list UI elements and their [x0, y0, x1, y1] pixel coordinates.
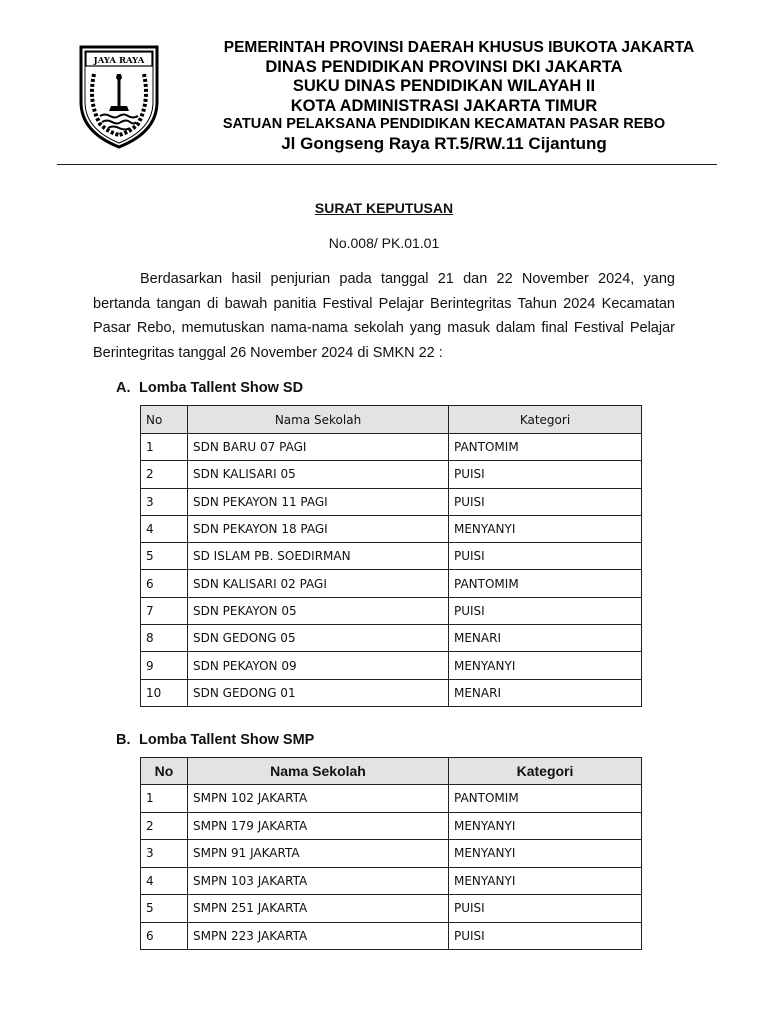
cell-nama-sekolah: SMPN 251 JAKARTA	[188, 895, 449, 923]
cell-no: 3	[141, 840, 188, 868]
cell-no: 4	[141, 515, 188, 542]
cell-no: 3	[141, 488, 188, 515]
cell-kategori: MENARI	[449, 625, 642, 652]
cell-nama-sekolah: SDN GEDONG 05	[188, 625, 449, 652]
section-b-heading	[116, 732, 314, 748]
cell-no: 2	[141, 461, 188, 488]
cell-no: 8	[141, 625, 188, 652]
cell-kategori: MENARI	[449, 679, 642, 706]
document-paragraph: Berdasarkan hasil penjurian pada tanggal 21 dan 22 November 2024, yang bertanda tangan di bawah panitia Festival Pelajar Berintegritas Tahun 2024 Kecamatan Pasar Rebo, memutuskan nama-nama sekolah yang masuk dalam final Festival Pelajar Berintegritas tanggal 26 November 2024 di SMKN 22 :	[93, 271, 675, 361]
cell-nama-sekolah: SDN PEKAYON 18 PAGI	[188, 515, 449, 542]
table-row	[141, 597, 642, 624]
column-header-no: No	[141, 406, 188, 434]
cell-kategori: PUISI	[449, 461, 642, 488]
cell-nama-sekolah: SDN BARU 07 PAGI	[188, 434, 449, 461]
table-header-row	[141, 406, 642, 434]
table-row	[141, 652, 642, 679]
cell-kategori: PUISI	[449, 895, 642, 923]
table-row	[141, 785, 642, 813]
cell-nama-sekolah: SMPN 223 JAKARTA	[188, 922, 449, 950]
cell-nama-sekolah: SDN GEDONG 01	[188, 679, 449, 706]
cell-nama-sekolah: SMPN 102 JAKARTA	[188, 785, 449, 813]
table-row	[141, 488, 642, 515]
cell-no: 4	[141, 867, 188, 895]
section-a-title: Lomba Tallent Show SD	[139, 380, 304, 396]
cell-kategori: PUISI	[449, 597, 642, 624]
header-divider	[57, 164, 717, 165]
cell-kategori: MENYANYI	[449, 840, 642, 868]
table-row	[141, 840, 642, 868]
table-row	[141, 867, 642, 895]
cell-kategori: MENYANYI	[449, 652, 642, 679]
table-row	[141, 922, 642, 950]
cell-no: 2	[141, 812, 188, 840]
cell-no: 10	[141, 679, 188, 706]
letterhead-government: PEMERINTAH PROVINSI DAERAH KHUSUS IBUKOTA JAKARTA	[223, 39, 695, 56]
section-a-heading	[116, 380, 303, 396]
table-row	[141, 461, 642, 488]
column-header-kategori: Kategori	[449, 758, 642, 785]
table-row	[141, 895, 642, 923]
table-row	[141, 570, 642, 597]
cell-nama-sekolah: SD ISLAM PB. SOEDIRMAN	[188, 543, 449, 570]
column-header-no: No	[141, 758, 188, 785]
column-header-nama-sekolah: Nama Sekolah	[188, 406, 449, 434]
cell-nama-sekolah: SMPN 91 JAKARTA	[188, 840, 449, 868]
cell-kategori: PUISI	[449, 922, 642, 950]
jakarta-emblem-logo	[78, 44, 160, 150]
cell-kategori: MENYANYI	[449, 867, 642, 895]
section-a-letter: A.	[116, 380, 131, 396]
cell-no: 6	[141, 922, 188, 950]
cell-kategori: PUISI	[449, 543, 642, 570]
cell-no: 1	[141, 434, 188, 461]
table-row	[141, 812, 642, 840]
cell-no: 7	[141, 597, 188, 624]
cell-nama-sekolah: SMPN 179 JAKARTA	[188, 812, 449, 840]
cell-kategori: MENYANYI	[449, 515, 642, 542]
logo-motto: JAYA RAYA	[93, 56, 145, 66]
column-header-kategori: Kategori	[449, 406, 642, 434]
cell-kategori: MENYANYI	[449, 812, 642, 840]
document-number: No.008/ PK.01.01	[328, 235, 440, 251]
letterhead-department: DINAS PENDIDIKAN PROVINSI DKI JAKARTA	[265, 57, 623, 76]
table-header-row	[141, 758, 642, 785]
table-row	[141, 679, 642, 706]
document-title: SURAT KEPUTUSAN	[314, 200, 454, 216]
table-row	[141, 434, 642, 461]
letterhead-address: Jl Gongseng Raya RT.5/RW.11 Cijantung	[281, 133, 607, 153]
cell-nama-sekolah: SDN KALISARI 02 PAGI	[188, 570, 449, 597]
cell-nama-sekolah: SDN PEKAYON 05	[188, 597, 449, 624]
section-b-letter: B.	[116, 732, 131, 748]
smp-finalists-table	[140, 757, 642, 950]
table-row	[141, 543, 642, 570]
cell-no: 9	[141, 652, 188, 679]
sd-finalists-table	[140, 405, 642, 707]
column-header-nama-sekolah: Nama Sekolah	[188, 758, 449, 785]
letterhead-city: KOTA ADMINISTRASI JAKARTA TIMUR	[290, 96, 598, 115]
cell-nama-sekolah: SDN KALISARI 05	[188, 461, 449, 488]
cell-no: 5	[141, 895, 188, 923]
cell-kategori: PANTOMIM	[449, 570, 642, 597]
cell-nama-sekolah: SDN PEKAYON 09	[188, 652, 449, 679]
letterhead-unit: SATUAN PELAKSANA PENDIDIKAN KECAMATAN PASAR REBO	[222, 116, 666, 132]
cell-kategori: PANTOMIM	[449, 785, 642, 813]
table-row	[141, 625, 642, 652]
table-row	[141, 515, 642, 542]
cell-nama-sekolah: SDN PEKAYON 11 PAGI	[188, 488, 449, 515]
cell-nama-sekolah: SMPN 103 JAKARTA	[188, 867, 449, 895]
section-b-title: Lomba Tallent Show SMP	[139, 732, 315, 748]
cell-no: 1	[141, 785, 188, 813]
letterhead	[176, 40, 742, 152]
cell-no: 5	[141, 543, 188, 570]
letterhead-sub-department: SUKU DINAS PENDIDIKAN WILAYAH II	[292, 77, 596, 95]
cell-no: 6	[141, 570, 188, 597]
cell-kategori: PUISI	[449, 488, 642, 515]
cell-kategori: PANTOMIM	[449, 434, 642, 461]
